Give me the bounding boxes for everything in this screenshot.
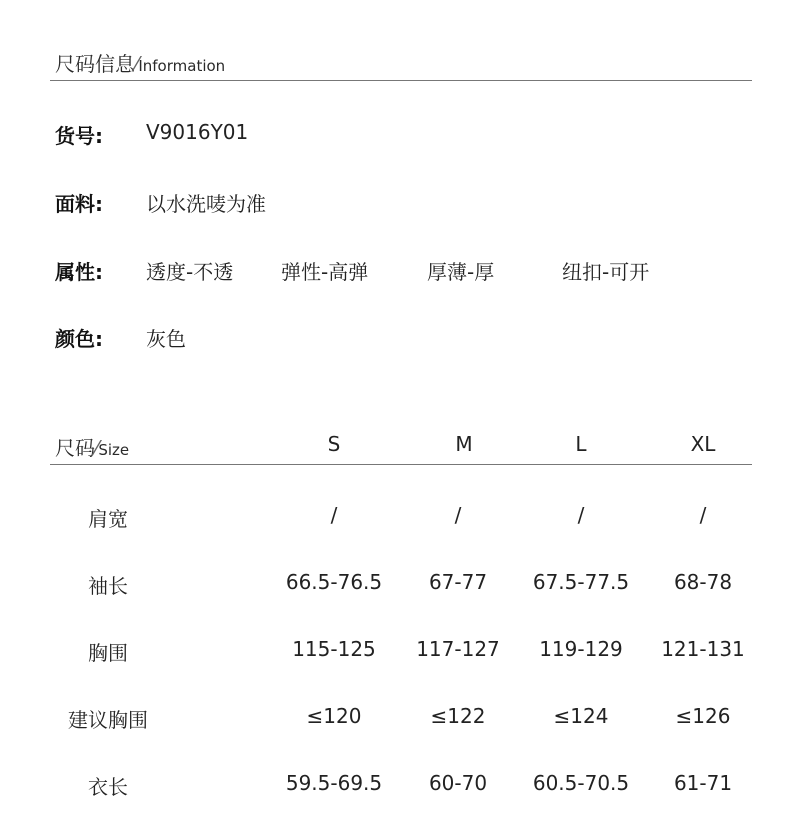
attribute-buttons: 纽扣-可开 [562,260,650,284]
table-cell: ≤126 [675,704,731,728]
fabric-label: 面料: [55,192,103,216]
attribute-elasticity: 弹性-高弹 [281,260,369,284]
info-section-title [55,48,225,77]
table-cell: / [577,503,585,527]
item-no-label: 货号: [55,124,103,148]
table-row [0,503,800,537]
table-cell: / [699,503,707,527]
info-title-slash: ⁄ [135,52,139,76]
size-title-slash: ⁄ [95,436,99,460]
size-divider [50,464,752,465]
table-cell: ≤120 [306,704,362,728]
attribute-transparency: 透度-不透 [146,260,234,284]
table-row [0,704,800,738]
table-cell: 60-70 [428,771,488,795]
row-label-suggested-chest: 建议胸围 [68,708,148,732]
size-column-s: S [327,432,341,456]
size-title-cn: 尺码 [55,436,95,460]
table-cell: 59.5-69.5 [285,771,383,795]
table-cell: 68-78 [673,570,733,594]
row-label-length: 衣长 [88,775,128,799]
info-title-cn: 尺码信息 [55,52,135,76]
attributes-label: 属性: [55,260,103,284]
table-cell: ≤124 [553,704,609,728]
size-section-title [55,432,129,461]
table-row [0,570,800,604]
item-no-value: V9016Y01 [146,120,249,144]
size-title-en: Size [98,441,130,459]
fabric-value: 以水洗唛为准 [146,192,266,216]
table-cell: 119-129 [539,637,623,661]
row-label-sleeve: 袖长 [88,574,128,598]
table-cell: / [330,503,338,527]
size-column-m: M [455,432,473,456]
row-label-shoulder: 肩宽 [88,507,128,531]
color-value: 灰色 [146,327,186,351]
table-row [0,637,800,671]
table-cell: 60.5-70.5 [532,771,630,795]
table-cell: 61-71 [673,771,733,795]
size-column-l: L [575,432,587,456]
color-label: 颜色: [55,327,103,351]
table-row [0,771,800,805]
table-cell: 67.5-77.5 [532,570,630,594]
info-divider [50,80,752,81]
table-cell: 121-131 [661,637,745,661]
table-cell: ≤122 [430,704,486,728]
table-cell: 117-127 [416,637,500,661]
table-cell: 66.5-76.5 [285,570,383,594]
table-cell: 67-77 [428,570,488,594]
row-label-chest: 胸围 [88,641,128,665]
attribute-thickness: 厚薄-厚 [427,260,495,284]
size-column-xl: XL [690,432,716,456]
table-cell: 115-125 [292,637,376,661]
info-title-en: Information [138,57,226,75]
table-cell: / [454,503,462,527]
